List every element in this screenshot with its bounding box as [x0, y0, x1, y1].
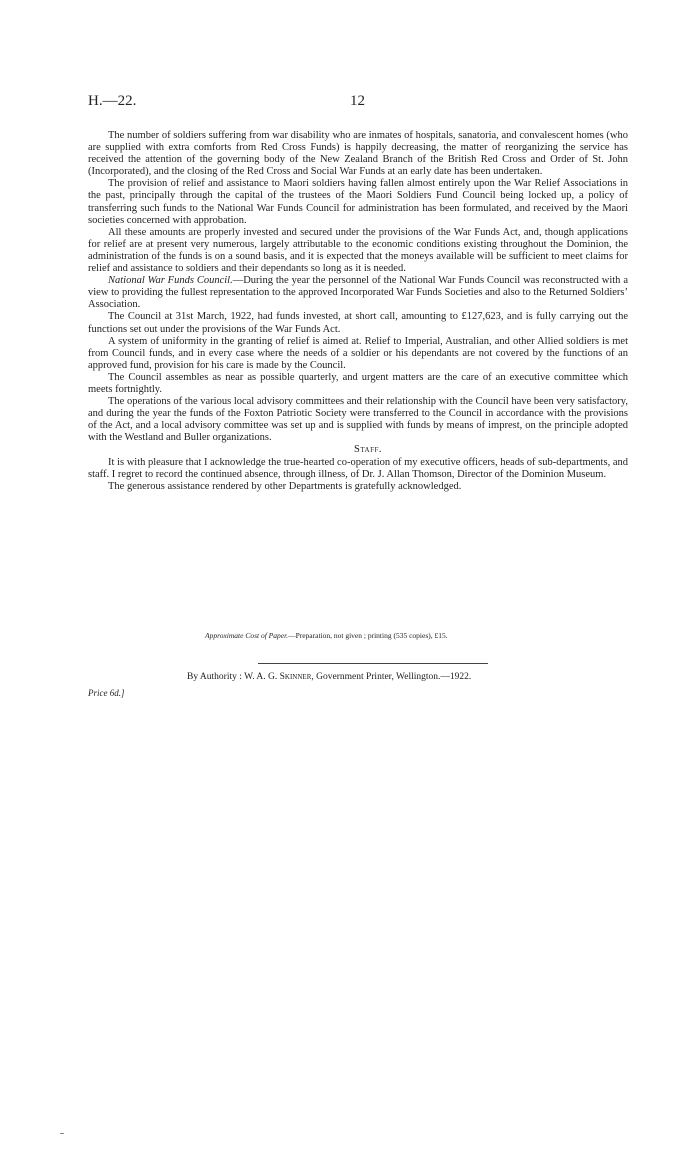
cost-of-paper: [205, 631, 585, 640]
cost-text: —Preparation, not given ; printing (535 copies), £15.: [288, 631, 448, 640]
cost-label: Approximate Cost of Paper.: [205, 631, 289, 640]
paragraph-nwfc: [88, 275, 628, 311]
nwfc-title: National War Funds Council.: [108, 275, 233, 287]
paragraph-red-cross: The number of soldiers suffering from war disability who are inmates of hospitals, sanatoria, and convalescent homes (who are supplied with extra comforts from Red Cross Funds) is happily decreasing, the matter of reorganizing the service has received the attention of the governing body of the New Zealand Branch of the British Red Cross and Order of St. John (Incorporated), and the closing of the Red Cross and Social War Funds at an early date has been undertaken.: [88, 130, 628, 178]
paragraph-advisory-committees: The operations of the various local advisory committees and their relationship with the Council have been very satisfactory, and during the year the funds of the Foxton Patriotic Society were transferred to the Council in accordance with the provisions of the Act, and a local advisory committee was set up and is supplied with funds by means of imprest, on the principle adopted with the Westland and Buller organizations.: [88, 396, 628, 444]
authority-prefix: By Authority : W. A. G.: [187, 672, 280, 682]
staff-heading: Staff.: [353, 444, 383, 456]
paragraph-uniformity: A system of uniformity in the granting of relief is aimed at. Relief to Imperial, Australian, and other Allied soldiers is met from Council funds, and in every case where the needs of a soldier or his dependants are not covered by the functions of an approved fund, provision for his care is made by the Council.: [88, 335, 628, 371]
footer-rule: [258, 663, 488, 664]
page-header: [88, 93, 628, 115]
paragraph-assembles: The Council assembles as near as possible quarterly, and urgent matters are the care of an executive committee which meets fortnightly.: [88, 371, 628, 395]
nwfc-text: —During the year the personnel of the National War Funds Council was reconstructed with a view to providing the fullest representation to the approved Incorporated War Funds Societies and also to the Returned Soldiers’ Association.: [88, 275, 628, 311]
price: Price 6d.]: [88, 688, 125, 698]
paragraph-council-funds: The Council at 31st March, 1922, had funds invested, at short call, amounting to £127,623, and is fully carrying out the functions set out under the provisions of the War Funds Act.: [88, 311, 628, 335]
page-number: 12: [350, 93, 365, 109]
margin-mark: [60, 1133, 64, 1134]
authority-suffix: , Government Printer, Wellington.—1922.: [311, 672, 472, 682]
paragraph-staff-thanks: It is with pleasure that I acknowledge the true-hearted co-operation of my executive officers, heads of sub-departments, and staff. I regret to record the continued absence, through illness, of Dr. J. Allan Thomson, Director of the Dominion Museum.: [88, 456, 628, 480]
printer-name: Skinner: [279, 672, 312, 682]
paragraph-investments: All these amounts are properly invested and secured under the provisions of the War Funds Act, and, though applications for relief are at present very numerous, largely attributable to the economic conditions existing throughout the Dominion, the administration of the funds is on a sound basis, and it is expected that the moneys available will be sufficient to meet claims for relief and assistance to soldiers and their dependants so long as it is needed.: [88, 226, 628, 275]
paragraph-departments: The generous assistance rendered by other Departments is gratefully acknowledged.: [108, 480, 462, 492]
document-reference: H.—22.: [88, 93, 137, 109]
paragraph-maori-soldiers: The provision of relief and assistance to Maori soldiers having fallen almost entirely upon the War Relief Associations in the past, principally through the capital of the trustees of the Maori Soldiers Fund Council being locked up, a policy of transferring such funds to the National War Funds Council for administration has been formulated, and received by the Maori societies concerned with approbation.: [88, 178, 628, 226]
body-text: [88, 130, 628, 493]
printer-authority: [187, 672, 587, 682]
